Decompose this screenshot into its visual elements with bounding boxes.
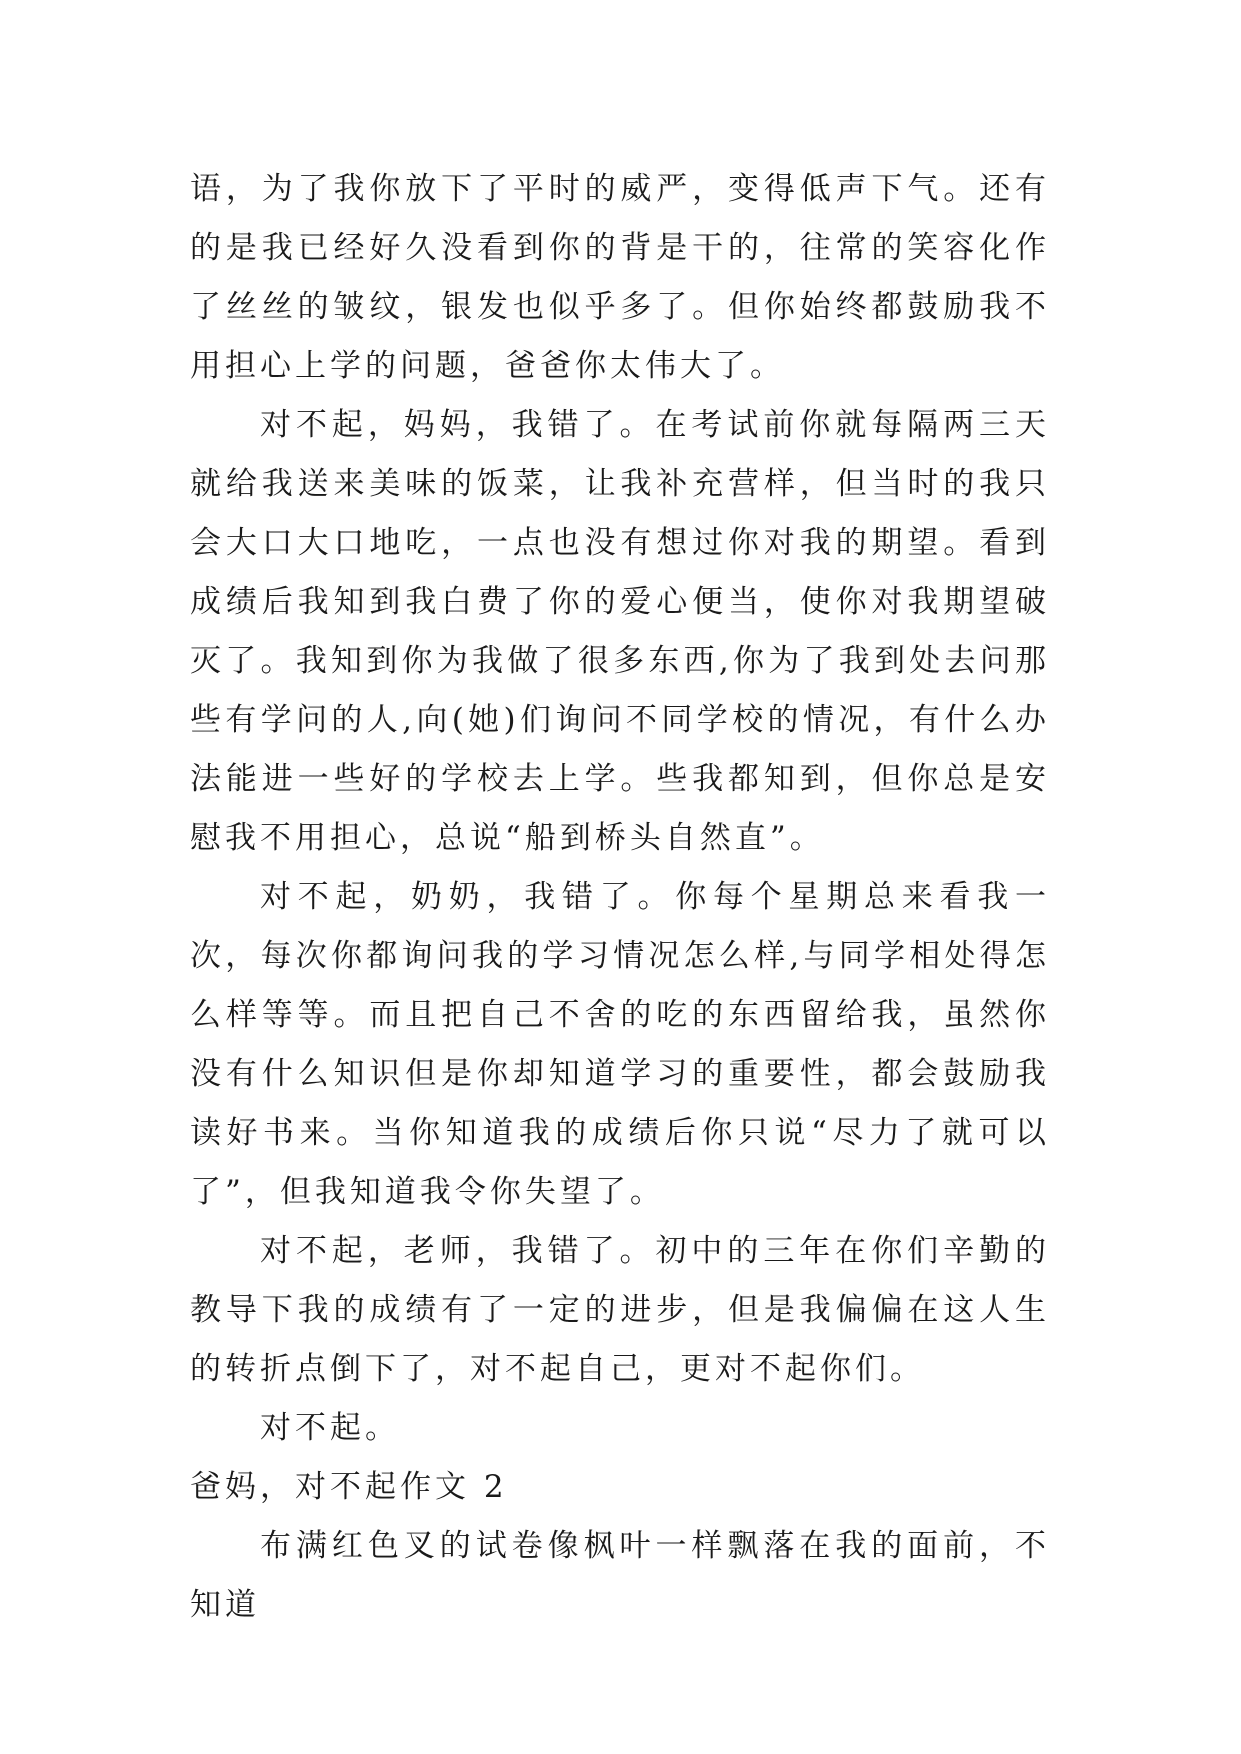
paragraph-teacher: 对不起，老师，我错了。初中的三年在你们辛勤的教导下我的成绩有了一定的进步，但是我偏偏在这人生的转折点倒下了，对不起自己，更对不起你们。	[190, 1233, 1050, 1387]
paragraph-father: 语，为了我你放下了平时的威严，变得低声下气。还有的是我已经好久没看到你的背是干的，往常的笑容化作了丝丝的皱纹，银发也似乎多了。但你始终都鼓励我不用担心上学的问题，爸爸你太伟大了。	[190, 171, 1050, 384]
paragraph-sorry: 对不起。	[260, 1410, 400, 1446]
essay-title: 爸妈，对不起作文 2	[190, 1469, 508, 1505]
paragraph-essay2-start: 布满红色叉的试卷像枫叶一样飘落在我的面前，不知道	[190, 1528, 1050, 1623]
paragraph-grandmother: 对不起，奶奶，我错了。你每个星期总来看我一次，每次你都询问我的学习情况怎么样,与同学相处得怎么样等等。而且把自己不舍的吃的东西留给我，虽然你没有什么知识但是你却知道学习的重要性，都会鼓励我读好书来。当你知道我的成绩后你只说“尽力了就可以了”，但我知道我令你失望了。	[190, 879, 1050, 1210]
paragraph-mother: 对不起，妈妈，我错了。在考试前你就每隔两三天就给我送来美味的饭菜，让我补充营样，但当时的我只会大口大口地吃，一点也没有想过你对我的期望。看到成绩后我知到我白费了你的爱心便当，使你对我期望破灭了。我知到你为我做了很多东西,你为了我到处去问那些有学问的人,向(她)们询问不同学校的情况，有什么办法能进一些好的学校去上学。些我都知到，但你总是安慰我不用担心，总说“船到桥头自然直”。	[190, 407, 1050, 856]
document-body	[190, 160, 1050, 1635]
